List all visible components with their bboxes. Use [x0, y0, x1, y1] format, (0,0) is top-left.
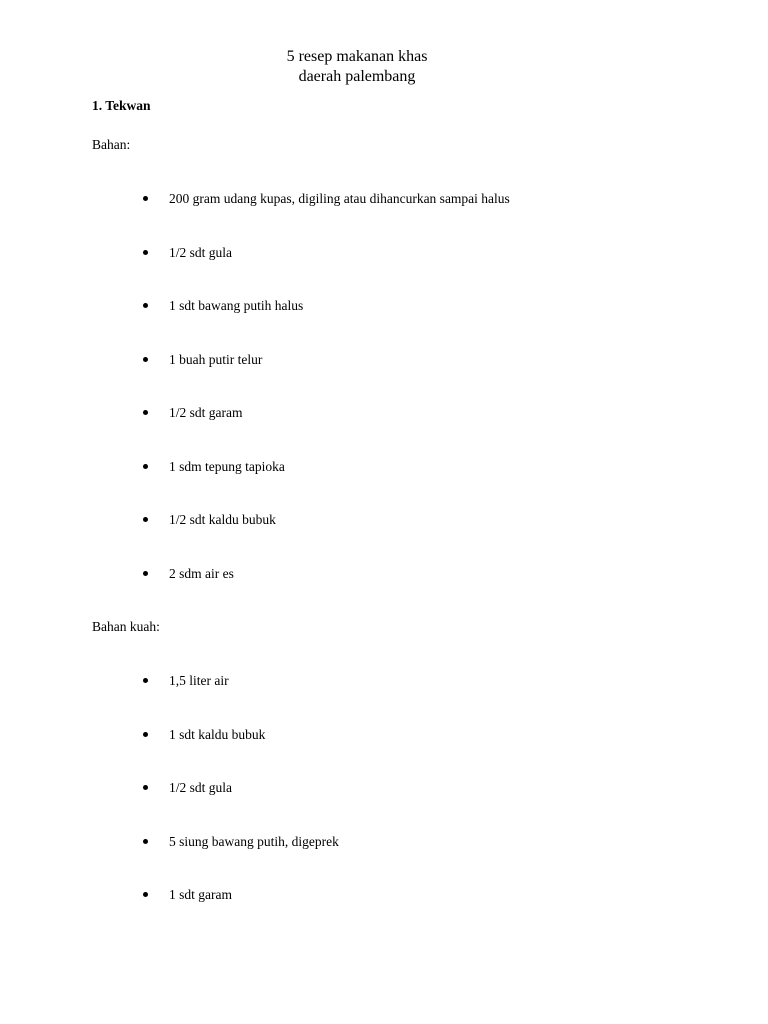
- list-item: [0, 297, 768, 351]
- bullet-icon: [143, 571, 148, 576]
- list-item: [0, 565, 768, 619]
- bullet-icon: [143, 839, 148, 844]
- document-title-line-1: 5 resep makanan khas: [286, 48, 428, 65]
- list-item: [0, 244, 768, 298]
- bullet-icon: [143, 464, 148, 469]
- bullet-icon: [143, 196, 148, 201]
- list-item: [0, 672, 768, 726]
- list-item-text: 1/2 sdt garam: [169, 405, 243, 420]
- list-item: [0, 833, 768, 887]
- list-item: [0, 886, 768, 940]
- bahan-kuah-label: Bahan kuah:: [92, 619, 160, 634]
- bullet-icon: [143, 678, 148, 683]
- bullet-icon: [143, 250, 148, 255]
- list-item: [0, 190, 768, 244]
- section-heading-tekwan: 1. Tekwan: [92, 98, 151, 113]
- list-item-text: 1/2 sdt gula: [169, 780, 232, 795]
- list-item-text: 1 sdt bawang putih halus: [169, 298, 304, 313]
- list-item-text: 1 sdt garam: [169, 887, 232, 902]
- bullet-icon: [143, 732, 148, 737]
- bahan-kuah-list: [0, 672, 768, 940]
- bullet-icon: [143, 410, 148, 415]
- list-item-text: 200 gram udang kupas, digiling atau dihancurkan sampai halus: [169, 191, 510, 206]
- list-item-text: 1 sdm tepung tapioka: [169, 458, 285, 474]
- list-item: [0, 351, 768, 405]
- bahan-list: [0, 190, 768, 618]
- document-title-line-2: daerah palembang: [298, 68, 416, 85]
- bullet-icon: [143, 892, 148, 897]
- list-item: [0, 779, 768, 833]
- list-item: [0, 404, 768, 458]
- list-item: [0, 458, 768, 512]
- bahan-label: Bahan:: [92, 137, 131, 152]
- list-item-text: 1,5 liter air: [169, 673, 229, 688]
- bullet-icon: [143, 517, 148, 522]
- bullet-icon: [143, 357, 148, 362]
- list-item: [0, 726, 768, 780]
- list-item-text: 1 buah putir telur: [169, 351, 263, 367]
- list-item-text: 1/2 sdt kaldu bubuk: [169, 512, 276, 527]
- list-item-text: 1 sdt kaldu bubuk: [169, 726, 266, 742]
- list-item-text: 5 siung bawang putih, digeprek: [169, 833, 339, 849]
- list-item-text: 2 sdm air es: [169, 565, 234, 581]
- list-item-text: 1/2 sdt gula: [169, 244, 232, 260]
- bullet-icon: [143, 785, 148, 790]
- bullet-icon: [143, 303, 148, 308]
- list-item: [0, 511, 768, 565]
